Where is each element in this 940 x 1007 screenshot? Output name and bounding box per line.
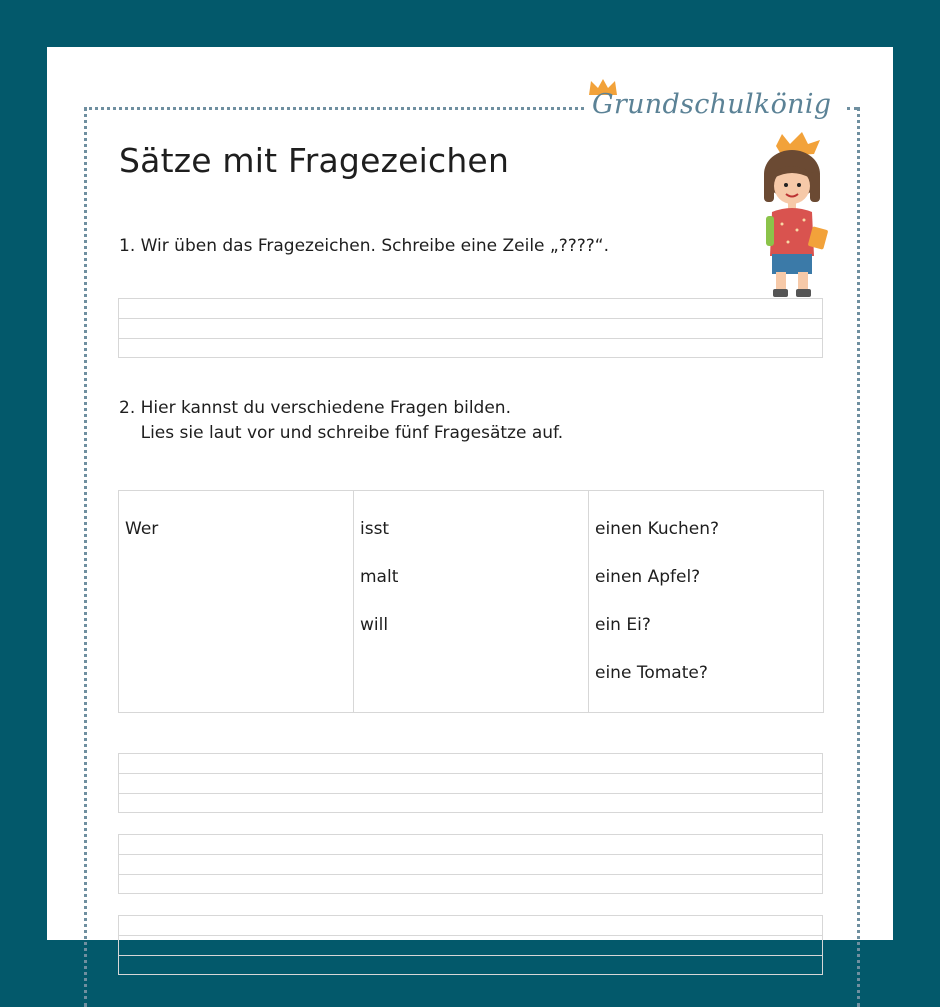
word-cell: einen Apfel? <box>595 567 701 587</box>
dotted-frame-top-right <box>847 107 857 110</box>
writing-lines-3[interactable] <box>118 834 823 894</box>
word-column-verb <box>354 491 589 712</box>
dotted-frame-top <box>84 107 584 110</box>
word-cell: ein Ei? <box>595 615 651 635</box>
word-cell: will <box>360 615 389 635</box>
writing-lines-2[interactable] <box>118 753 823 813</box>
task-2-text-line-2: Lies sie laut vor und schreibe fünf Fragesätze auf. <box>119 423 564 443</box>
word-cell: isst <box>360 519 390 539</box>
task-1-text: 1. Wir üben das Fragezeichen. Schreibe eine Zeile „????“. <box>119 236 610 256</box>
word-column-object <box>589 491 823 712</box>
word-column-subject <box>119 491 354 712</box>
brand-logo: Grundschulkönig <box>592 89 832 120</box>
task-2-text-line-1: 2. Hier kannst du verschiedene Fragen bilden. <box>119 398 511 418</box>
task-2-instruction <box>119 396 563 446</box>
word-cell: malt <box>360 567 399 587</box>
girl-illustration <box>742 132 832 302</box>
worksheet-title: Sätze mit Fragezeichen <box>119 141 510 180</box>
task-1-instruction <box>119 234 609 259</box>
word-cell: eine Tomate? <box>595 663 708 683</box>
writing-lines-4[interactable] <box>118 915 823 975</box>
writing-lines-1[interactable] <box>118 298 823 358</box>
word-cell: einen Kuchen? <box>595 519 720 539</box>
word-cell: Wer <box>125 519 159 539</box>
word-table <box>118 490 824 713</box>
worksheet-page <box>47 47 893 940</box>
